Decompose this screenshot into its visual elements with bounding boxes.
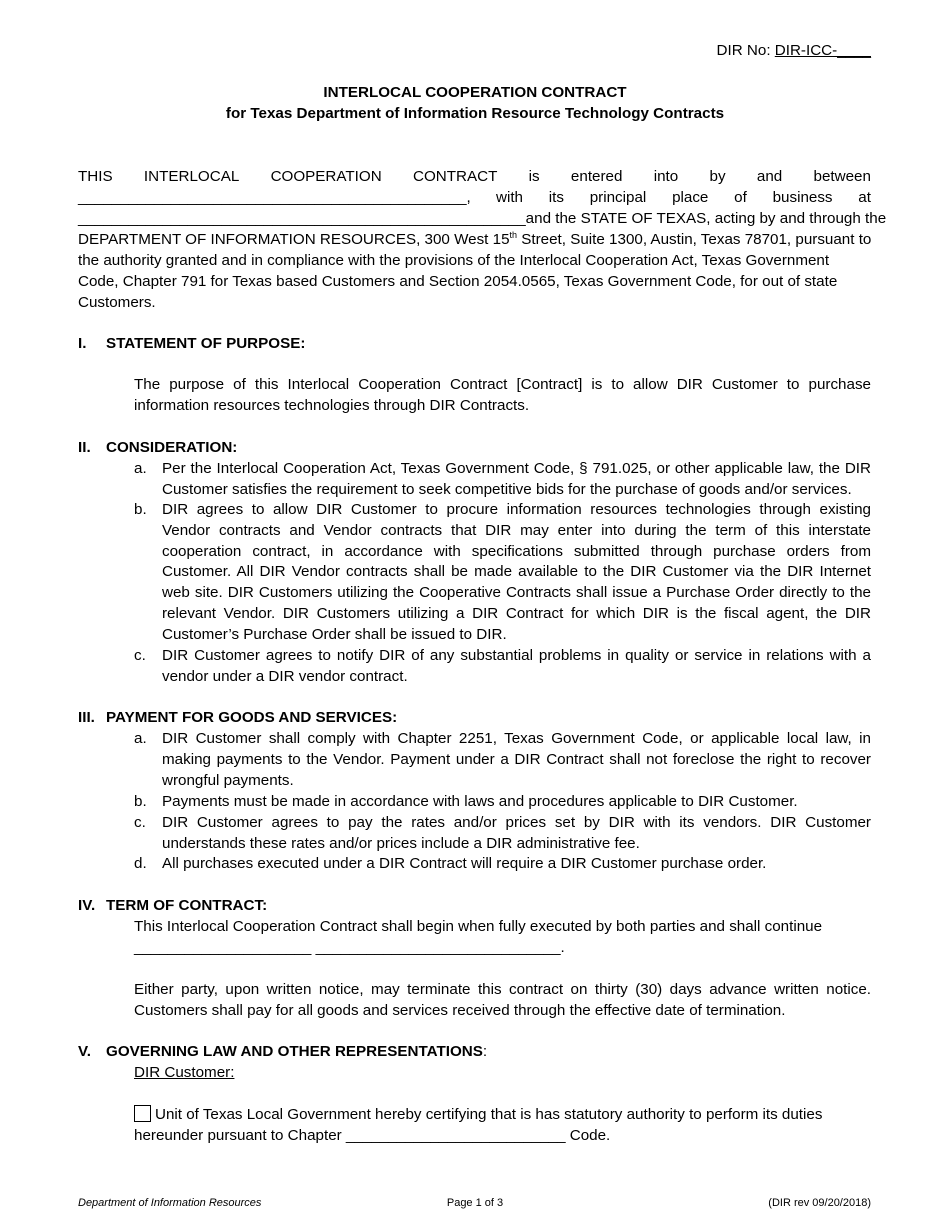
- section-4-title: TERM OF CONTRACT:: [106, 897, 268, 914]
- intro-line-2-word: with: [496, 189, 524, 206]
- footer-page-number: Page 1 of 3: [446, 1197, 504, 1209]
- intro-line-2-word: at: [858, 189, 871, 206]
- intro-line-1-word: COOPERATION: [270, 168, 382, 185]
- list-text: DIR Customer agrees to notify DIR of any substantial problems in quality or service in relations with a vendor under a DIR vendor contract.: [162, 647, 871, 685]
- list-item: [134, 459, 871, 501]
- list-letter: a.: [134, 730, 147, 747]
- section-1-title: STATEMENT OF PURPOSE:: [106, 335, 306, 352]
- dir-number: [717, 41, 871, 62]
- list-text: Payments must be made in accordance with laws and procedures applicable to DIR Customer.: [162, 793, 798, 810]
- list-letter: c.: [134, 647, 146, 664]
- intro-line-4-b: Street, Suite 1300, Austin, Texas 78701, pursuant to: [517, 231, 872, 248]
- section-1-text: [134, 375, 871, 417]
- intro-line-2-word: of: [734, 189, 747, 206]
- intro-line-2-word: principal: [589, 189, 647, 206]
- intro-line-6: Code, Chapter 791 for Texas based Customers and Section 2054.0565, Texas Government Code, for out of state: [78, 273, 838, 290]
- section-4-number: IV.: [78, 897, 96, 914]
- intro-line-1-word: by: [709, 168, 726, 185]
- footer-revision: (DIR rev 09/20/2018): [768, 1197, 871, 1209]
- list-item: [134, 646, 871, 688]
- footer-organization: Department of Information Resources: [78, 1197, 262, 1209]
- intro-line-3-text: and the STATE OF TEXAS, acting by and through the: [525, 210, 887, 227]
- intro-line-1-word: INTERLOCAL: [143, 168, 240, 185]
- section-5-heading: [78, 1042, 487, 1063]
- title-line-1: INTERLOCAL COOPERATION CONTRACT: [323, 84, 627, 101]
- section-5-number: V.: [78, 1043, 91, 1060]
- list-text: DIR Customer agrees to pay the rates and/or prices set by DIR with its vendors. DIR Customer understands these rates and/or prices include a DIR administrative fee.: [162, 814, 871, 852]
- intro-line-1-word: into: [653, 168, 679, 185]
- list-text: All purchases executed under a DIR Contract will require a DIR Customer purchase order.: [162, 855, 767, 872]
- section-3-heading: [78, 708, 397, 729]
- intro-line-4-a: DEPARTMENT OF INFORMATION RESOURCES, 300 West 15: [78, 231, 510, 248]
- termination-text: Either party, upon written notice, may terminate this contract on thirty (30) days advance written notice. Customers shall pay for all goods and services received through the effective date of termination.: [134, 981, 871, 1019]
- intro-line-3: [78, 209, 886, 230]
- dir-number-value: DIR-ICC-____: [774, 42, 871, 59]
- intro-line-1-word: and: [756, 168, 783, 185]
- section-4-heading: [78, 896, 267, 917]
- list-letter: b.: [134, 793, 147, 810]
- list-item: [134, 813, 871, 855]
- checkbox-label-line-1: Unit of Texas Local Government hereby certifying that is has statutory authority to perform its duties: [155, 1106, 823, 1123]
- section-2-number: II.: [78, 439, 91, 456]
- section-5-colon: :: [482, 1043, 488, 1060]
- section-3-title: PAYMENT FOR GOODS AND SERVICES:: [106, 709, 398, 726]
- intro-line-1-word: is: [528, 168, 540, 185]
- intro-line-2-words: [496, 188, 871, 209]
- section-1-number: I.: [78, 335, 87, 352]
- section-2-heading: [78, 438, 237, 459]
- intro-line-5: the authority granted and in compliance with the provisions of the Interlocal Cooperation Act, Texas Government: [78, 252, 830, 269]
- dir-number-label: DIR No:: [716, 42, 775, 59]
- list-item: [134, 792, 871, 813]
- list-letter: a.: [134, 460, 147, 477]
- list-item: [134, 854, 871, 875]
- term-end-date-blank[interactable]: _____________________ _____________________________.: [134, 939, 565, 956]
- intro-line-1-word: CONTRACT: [412, 168, 498, 185]
- list-item: [134, 500, 871, 646]
- purpose-paragraph: The purpose of this Interlocal Cooperation Contract [Contract] is to allow DIR Customer to purchase information resources technologies through DIR Contracts.: [134, 376, 871, 414]
- section-5-title: GOVERNING LAW AND OTHER REPRESENTATIONS: [106, 1043, 483, 1060]
- list-text: DIR Customer shall comply with Chapter 2251, Texas Government Code, or applicable local law, in making payments to the Vendor. Payment under a DIR Contract shall not foreclose the right to recover wrongful payments.: [162, 730, 871, 789]
- intro-line-1: [78, 167, 871, 188]
- intro-line-7: Customers.: [78, 294, 156, 311]
- company-name-blank[interactable]: ______________________________________________,: [78, 189, 471, 206]
- list-letter: b.: [134, 501, 147, 518]
- section-2-title: CONSIDERATION:: [106, 439, 238, 456]
- list-letter: d.: [134, 855, 147, 872]
- local-government-option: [134, 1105, 822, 1126]
- list-text: DIR agrees to allow DIR Customer to procure information resources technologies through existing Vendor contracts and Vendor contracts that DIR may enter into during the term of this interstate cooperation contract, in accordance with specifications submitted through purchase orders from Customer. All DIR Vendor contracts shall be made available to the DIR Customer via the DIR Internet web site. DIR Customers utilizing the Cooperative Contracts shall issue a Purchase Order directly to the relevant Vendor. DIR Customers utilizing a DIR Contract for which DIR is the fiscal agent, the DIR Customer’s Purchase Order shall be issued to DIR.: [162, 501, 871, 643]
- business-address-blank[interactable]: _____________________________________________________: [78, 210, 526, 227]
- section-1-heading: [78, 334, 305, 355]
- intro-line-2-word: place: [672, 189, 709, 206]
- intro-line-1-word: between: [813, 168, 871, 185]
- checkbox-label-line-2: hereunder pursuant to Chapter __________________________ Code.: [134, 1127, 611, 1144]
- ordinal-suffix: th: [509, 229, 518, 240]
- list-letter: c.: [134, 814, 146, 831]
- intro-line-2-word: its: [548, 189, 564, 206]
- term-text: This Interlocal Cooperation Contract shall begin when fully executed by both parties and shall continue: [134, 918, 823, 935]
- intro-line-1-word: THIS: [78, 168, 113, 185]
- intro-line-2: [78, 188, 871, 209]
- intro-line-4: [78, 230, 871, 251]
- list-item: [134, 729, 871, 791]
- termination-paragraph: [134, 980, 871, 1022]
- list-text: Per the Interlocal Cooperation Act, Texas Government Code, § 791.025, or other applicable law, the DIR Customer satisfies the requirement to seek competitive bids for the purchase of goods and/or services.: [162, 460, 871, 498]
- dir-customer-subheading: DIR Customer:: [134, 1064, 235, 1081]
- title-line-2: for Texas Department of Information Resource Technology Contracts: [225, 105, 725, 122]
- local-government-checkbox[interactable]: [134, 1105, 151, 1122]
- intro-line-1-word: entered: [570, 168, 623, 185]
- section-3-number: III.: [78, 709, 95, 726]
- intro-line-2-word: business: [772, 189, 833, 206]
